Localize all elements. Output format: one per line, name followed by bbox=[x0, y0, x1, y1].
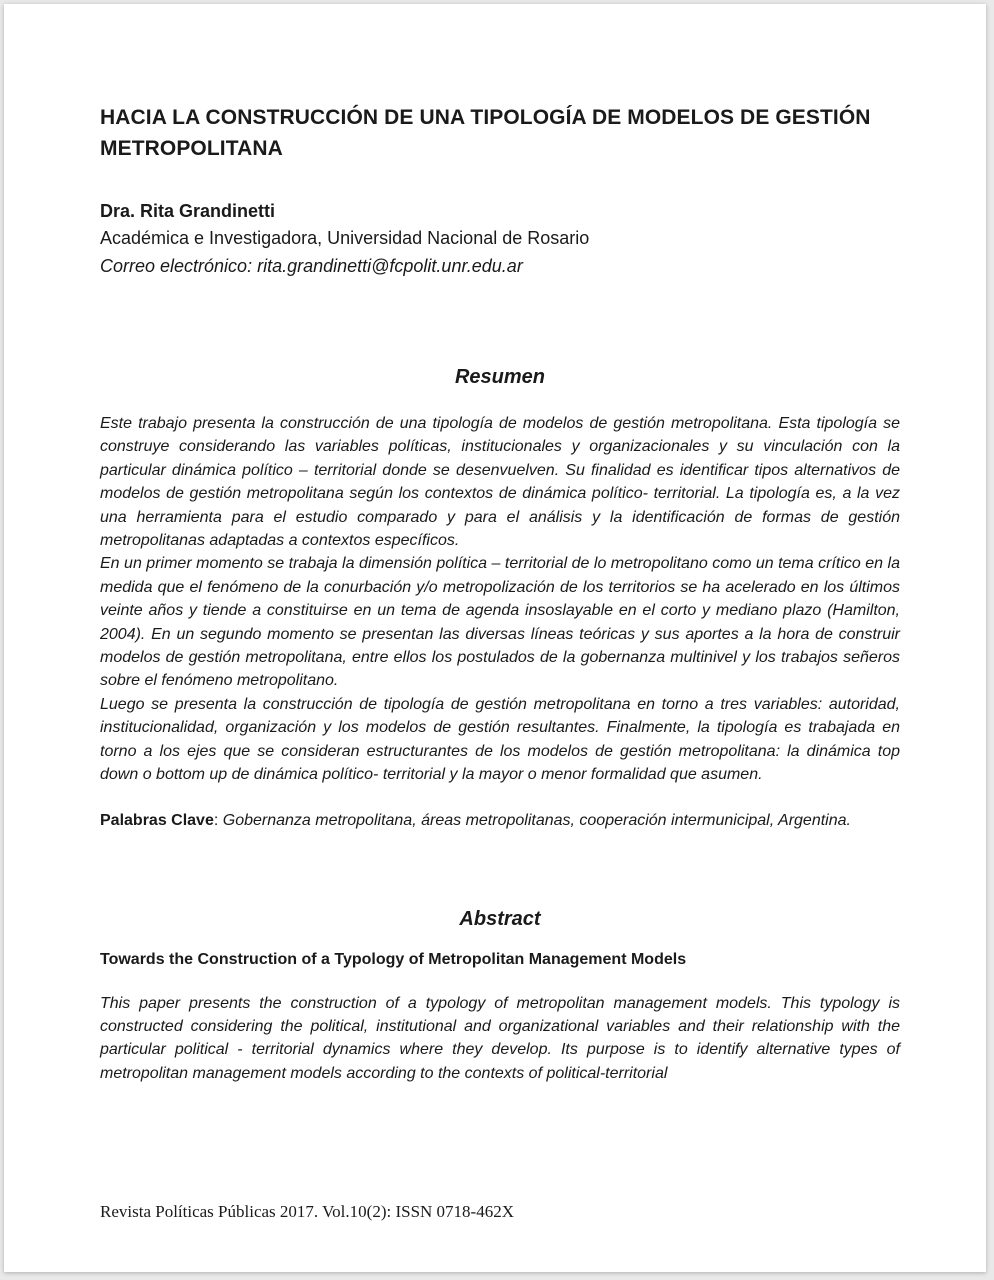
abstract-paragraph: This paper presents the construction of a typology of metropolitan management models. This typology is constructed considering the political, institutional and organizational variables and their relationship with the particular political - territorial dynamics where they develop. Its purpose is to identify alternative types of metropolitan management models according to the contexts of political-territorial bbox=[100, 994, 900, 1082]
resumen-paragraph: Este trabajo presenta la construcción de una tipología de modelos de gestión metropolitana. Esta tipología se construye considerando las variables políticas, institucionales y organizacionales y su vinculación con la particular dinámica político – territorial donde se desenvuelven. Su finalidad es identificar tipos alternativos de modelos de gestión metropolitana según los contextos de dinámica político- territorial. La tipología es, a la vez una herramienta para el estudio comparado y para el análisis y la identificación de formas de gestión metropolitanas adaptadas a contextos específicos. bbox=[100, 415, 900, 550]
abstract-heading: Abstract bbox=[459, 907, 541, 930]
paper-title: HACIA LA CONSTRUCCIÓN DE UNA TIPOLOGÍA DE MODELOS DE GESTIÓN METROPOLITANA bbox=[100, 106, 871, 160]
document-page bbox=[4, 4, 986, 1272]
keywords-label: Palabras Clave bbox=[100, 811, 214, 829]
english-title: Towards the Construction of a Typology of Metropolitan Management Models bbox=[100, 950, 687, 968]
journal-footer: Revista Políticas Públicas 2017. Vol.10(2): ISSN 0718-462X bbox=[100, 1202, 514, 1221]
page-content bbox=[100, 102, 900, 1085]
author-name: Dra. Rita Grandinetti bbox=[100, 201, 276, 221]
resumen-heading: Resumen bbox=[454, 366, 546, 388]
resumen-body bbox=[100, 412, 900, 787]
author-email: Correo electrónico: rita.grandinetti@fcpolit.unr.edu.ar bbox=[100, 256, 523, 276]
keywords-text: Gobernanza metropolitana, áreas metropolitanas, cooperación intermunicipal, Argentina. bbox=[222, 811, 851, 829]
author-affiliation: Académica e Investigadora, Universidad Nacional de Rosario bbox=[100, 228, 590, 248]
resumen-paragraph: En un primer momento se trabaja la dimensión política – territorial de lo metropolitano como un tema crítico en la medida que el fenómeno de la conurbación y/o metropolización de los territorios se ha acelerado en los últimos veinte años y tiende a constituirse en un tema de agenda insoslayable en el corto y mediano plazo (Hamilton, 2004). En un segundo momento se presentan las diversas líneas teóricas y sus aportes a la hora de construir modelos de gestión metropolitana, entre ellos los postulados de la gobernanza multinivel y los trabajos señeros sobre el fenómeno metropolitano. bbox=[100, 555, 900, 690]
resumen-paragraph: Luego se presenta la construcción de tipología de gestión metropolitana en torno a tres variables: autoridad, institucionalidad, organización y los modelos de gestión resultantes. Finalmente, la tipología es trabajada en torno a los ejes que se consideran estructurantes de los modelos de gestión metropolitana: la dinámica top down o bottom up de dinámica político- territorial y la mayor o menor formalidad que asumen. bbox=[100, 695, 900, 784]
keywords bbox=[100, 809, 900, 832]
keywords-separator: : bbox=[213, 811, 223, 829]
